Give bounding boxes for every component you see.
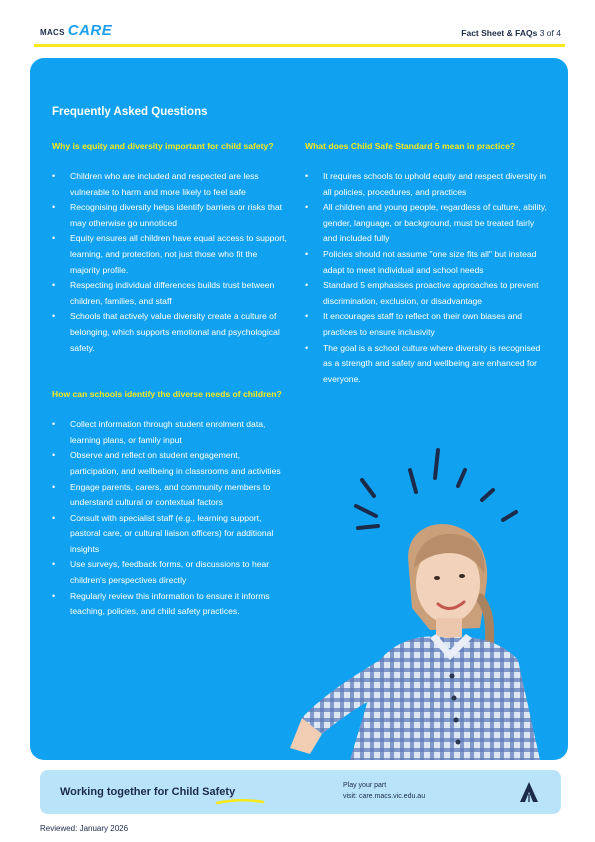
list-item: • Use surveys, feedback forms, or discussions to hear children's perspectives directly — [52, 557, 288, 588]
header-divider — [34, 44, 565, 47]
faq-question-diverse-needs: How can schools identify the diverse needs of children? — [52, 389, 282, 400]
list-item: • Standard 5 emphasises proactive approaches to prevent discrimination, exclusion, or disadvantage — [305, 278, 550, 309]
idea-sparks-icon — [356, 450, 516, 528]
faq-question-standard-5: What does Child Safe Standard 5 mean in practice? — [305, 141, 516, 151]
faq-question-equity: Why is equity and diversity important for child safety? — [52, 141, 274, 151]
footer-cta — [343, 781, 425, 802]
list-item: • It requires schools to uphold equity and respect diversity in all policies, procedures, and practices — [305, 169, 550, 200]
faq-heading: Frequently Asked Questions — [52, 106, 208, 118]
list-item: • Recognising diversity helps identify barriers or risks that may otherwise go unnoticed — [52, 200, 288, 231]
faq-left-column — [52, 140, 288, 620]
list-item: • It encourages staff to reflect on their own biases and practices to ensure inclusivity — [305, 309, 550, 340]
macs-care-logo — [40, 22, 112, 39]
list-item: • Respecting individual differences builds trust between children, families, and staff — [52, 278, 288, 309]
page-header — [0, 0, 595, 48]
list-item: • All children and young people, regardless of culture, ability, gender, language, or background, must be treated fairly and included fully — [305, 200, 550, 247]
list-item: • The goal is a school culture where diversity is recognised as a strength and safety and wellbeing are enhanced for everyone. — [305, 341, 550, 388]
play-your-part-label: Play your part — [343, 782, 387, 789]
faq-answer-list-diverse-needs — [52, 417, 288, 620]
website-link[interactable]: visit: care.macs.vic.edu.au — [343, 792, 426, 800]
reviewed-date: Reviewed: January 2026 — [40, 824, 129, 833]
faq-right-column — [305, 140, 550, 387]
list-item: • Engage parents, carers, and community members to understand cultural or contextual factors — [52, 480, 288, 511]
faq-answer-list-equity — [52, 169, 288, 356]
footer-banner — [40, 770, 561, 814]
list-item: • Collect information through student enrolment data, learning plans, or family input — [52, 417, 288, 448]
list-item: • Children who are included and respected are less vulnerable to harm and more likely to feel safe — [52, 169, 288, 200]
list-item: • Observe and reflect on student engagement, participation, and wellbeing in classrooms and activities — [52, 448, 288, 479]
footer-tagline: Working together for Child Safety — [60, 786, 236, 798]
list-item: • Policies should not assume "one size fits all" but instead adapt to meet individual and school needs — [305, 247, 550, 278]
list-item: • Equity ensures all children have equal access to support, learning, and protection, not just those who fit the majority profile. — [52, 231, 288, 278]
page-indicator — [461, 28, 561, 38]
faq-answer-list-standard-5 — [305, 169, 550, 387]
list-item: • Schools that actively value diversity create a culture of belonging, which supports emotional and psychological safety. — [52, 309, 288, 356]
doc-title: Fact Sheet & FAQs — [461, 28, 538, 38]
yellow-underline-swoosh — [215, 799, 265, 805]
student-photo-illustration — [280, 398, 568, 760]
list-item: • Regularly review this information to ensure it informs teaching, policies, and child safety practices. — [52, 589, 288, 620]
page-number: 3 of 4 — [539, 28, 561, 38]
faq-panel — [30, 58, 568, 760]
tent-logo-icon — [518, 781, 540, 803]
list-item: • Consult with specialist staff (e.g., learning support, pastoral care, or cultural liaison officers) for additional insights — [52, 511, 288, 558]
logo-care-text: CARE — [67, 22, 113, 39]
logo-macs-text: MACS — [40, 28, 65, 37]
